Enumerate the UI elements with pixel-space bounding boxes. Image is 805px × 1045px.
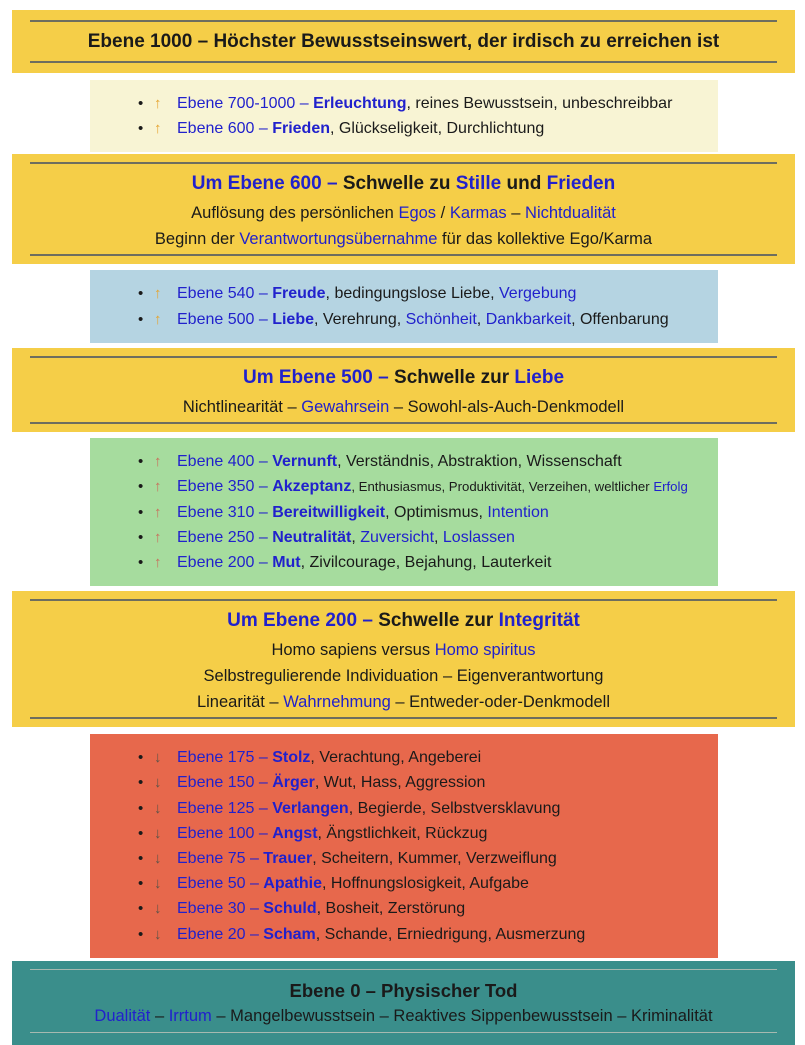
bullet-icon: • <box>138 799 144 817</box>
level-text <box>177 503 549 522</box>
level-text <box>177 94 672 113</box>
text-segment: und <box>501 173 547 195</box>
level-row <box>90 871 718 896</box>
text-segment: Verantwortungsübernahme <box>239 229 438 248</box>
text-segment: Dankbarkeit <box>485 310 572 328</box>
up-arrow-icon: ↑ <box>154 478 162 496</box>
bullet-icon: • <box>138 850 144 868</box>
bullet-icon: • <box>138 285 144 303</box>
text-segment: Apathie <box>263 875 322 893</box>
text-segment: Ebene 20 – <box>177 925 264 943</box>
section-540-500 <box>90 270 718 342</box>
text-segment: – Mangelbewusstsein – Reaktives Sippenbewusstsein – Kriminalität <box>211 1006 713 1025</box>
level-text <box>177 477 688 496</box>
text-segment: Nichtlinearität – <box>182 397 302 416</box>
level-row <box>90 525 718 550</box>
text-segment: – Entweder-oder-Denkmodell <box>390 692 611 711</box>
up-arrow-icon: ↑ <box>154 554 162 572</box>
text-segment: , Ängstlichkeit, Rückzug <box>317 824 488 842</box>
text-segment: Vernunft <box>272 453 338 471</box>
text-segment: Um Ebene 600 – <box>191 173 343 195</box>
band-ebene-0 <box>12 961 795 1045</box>
band-um-ebene-200-subline-1 <box>22 640 785 662</box>
text-segment: Schönheit <box>405 310 477 328</box>
text-segment: Linearität – <box>196 692 284 711</box>
text-segment: Frieden <box>272 119 330 137</box>
text-segment: Schwelle zur <box>394 366 515 388</box>
band-bottom-rule <box>30 61 777 63</box>
level-text <box>177 310 669 329</box>
text-segment: Homo spiritus <box>434 640 536 659</box>
bullet-icon: • <box>138 119 144 137</box>
text-segment: Ebene 125 – <box>177 799 273 817</box>
text-segment: Ebene 30 – <box>177 900 264 918</box>
text-segment: Bereitwilligkeit <box>272 503 386 521</box>
bullet-icon: • <box>138 824 144 842</box>
bullet-icon: • <box>138 749 144 767</box>
text-segment: , Zivilcourage, Bejahung, Lauterkeit <box>300 554 552 572</box>
text-segment: Ebene 1000 – Höchster Bewusstseinswert, der irdisch zu erreichen ist <box>87 31 720 52</box>
level-row <box>90 821 718 846</box>
band-top-rule <box>30 20 777 22</box>
text-segment: Vergebung <box>499 285 577 303</box>
text-segment: – Sowohl-als-Auch-Denkmodell <box>389 397 625 416</box>
text-segment: Ebene 200 – <box>177 554 273 572</box>
text-segment: , <box>476 310 486 328</box>
text-segment: Verlangen <box>272 799 349 817</box>
bullet-icon: • <box>138 900 144 918</box>
text-segment: , <box>351 528 361 546</box>
level-text <box>177 899 465 918</box>
text-segment: Akzeptanz <box>272 478 352 496</box>
band-ebene-0-subline-1 <box>22 1006 785 1028</box>
up-arrow-icon: ↑ <box>154 285 162 303</box>
level-row <box>90 281 718 306</box>
level-row <box>90 922 718 947</box>
level-row <box>90 307 718 332</box>
bullet-icon: • <box>138 554 144 572</box>
bullet-icon: • <box>138 453 144 471</box>
text-segment: Frieden <box>546 173 616 195</box>
text-segment: Angst <box>272 824 318 842</box>
text-segment: Egos <box>398 203 437 222</box>
level-text <box>177 119 544 138</box>
text-segment: , Optimismus, <box>385 503 488 521</box>
band-top-rule <box>30 162 777 164</box>
level-text <box>177 528 515 547</box>
text-segment: Nichtdualität <box>525 203 616 222</box>
section-175-20 <box>90 734 718 958</box>
up-arrow-icon: ↑ <box>154 528 162 546</box>
text-segment: Liebe <box>514 366 565 388</box>
text-segment: Wahrnehmung <box>283 692 391 711</box>
band-um-ebene-600 <box>12 154 795 264</box>
text-segment: Ebene 100 – <box>177 824 273 842</box>
text-segment: Ebene 600 – <box>177 119 273 137</box>
level-text <box>177 849 557 868</box>
text-segment: , Wut, Hass, Aggression <box>314 774 486 792</box>
level-text <box>177 284 576 303</box>
text-segment: Um Ebene 200 – <box>227 610 379 632</box>
text-segment: Karmas <box>449 203 507 222</box>
bullet-icon: • <box>138 478 144 496</box>
band-bottom-rule <box>30 1032 777 1033</box>
band-um-ebene-600-subline-2 <box>22 229 785 251</box>
text-segment: , Offenbarung <box>571 310 669 328</box>
level-row <box>90 550 718 575</box>
band-um-ebene-600-subline-1 <box>22 203 785 225</box>
text-segment: Intention <box>487 503 549 521</box>
text-segment: Ebene 700-1000 – <box>177 94 314 112</box>
text-segment: Irrtum <box>168 1006 212 1025</box>
up-arrow-icon: ↑ <box>154 310 162 328</box>
text-segment: , Bosheit, Zerstörung <box>316 900 466 918</box>
down-arrow-icon: ↓ <box>154 875 162 893</box>
text-segment: / <box>436 203 450 222</box>
level-row <box>90 745 718 770</box>
text-segment: für das kollektive Ego/Karma <box>437 229 653 248</box>
text-segment: Ebene 150 – <box>177 774 273 792</box>
band-um-ebene-500-title <box>22 366 785 390</box>
text-segment: Ebene 310 – <box>177 503 273 521</box>
text-segment: Integrität <box>498 610 580 632</box>
text-segment: , Enthusiasmus, Produktivität, Verzeihen, weltlicher <box>351 479 654 495</box>
band-um-ebene-200-subline-3 <box>22 692 785 714</box>
band-top-rule <box>30 599 777 601</box>
level-row <box>90 91 718 116</box>
band-ebene-0-title <box>22 979 785 1002</box>
text-segment: Selbstregulierende Individuation – Eigenverantwortung <box>203 666 604 685</box>
up-arrow-icon: ↑ <box>154 503 162 521</box>
text-segment: , Scheitern, Kummer, Verzweiflung <box>312 850 557 868</box>
band-top-rule <box>30 356 777 358</box>
text-segment: Ebene 0 – <box>289 979 382 1001</box>
text-segment: Schwelle zur <box>378 610 499 632</box>
text-segment: Erleuchtung <box>313 94 407 112</box>
bullet-icon: • <box>138 774 144 792</box>
text-segment: Ebene 250 – <box>177 528 273 546</box>
down-arrow-icon: ↓ <box>154 749 162 767</box>
down-arrow-icon: ↓ <box>154 799 162 817</box>
band-um-ebene-200 <box>12 591 795 727</box>
band-bottom-rule <box>30 422 777 424</box>
text-segment: Um Ebene 500 – <box>242 366 395 388</box>
text-segment: Dualität <box>94 1006 151 1025</box>
text-segment: Neutralität <box>272 528 352 546</box>
bullet-icon: • <box>138 875 144 893</box>
level-text <box>177 553 551 572</box>
level-row <box>90 796 718 821</box>
down-arrow-icon: ↓ <box>154 824 162 842</box>
level-text <box>177 799 560 818</box>
level-row <box>90 896 718 921</box>
text-segment: Freude <box>272 285 326 303</box>
text-segment: , Verachtung, Angeberei <box>310 749 482 767</box>
text-segment: , bedingungslose Liebe, <box>325 285 500 303</box>
band-bottom-rule <box>30 254 777 256</box>
text-segment: Ebene 540 – <box>177 285 273 303</box>
level-row <box>90 474 718 499</box>
band-um-ebene-500-subline-1 <box>22 397 785 419</box>
text-segment: Ebene 50 – <box>177 875 264 893</box>
text-segment: Gewahrsein <box>301 397 390 416</box>
text-segment: Zuversicht <box>360 528 435 546</box>
bullet-icon: • <box>138 94 144 112</box>
text-segment: Ebene 400 – <box>177 453 273 471</box>
level-text <box>177 773 485 792</box>
text-segment: Stolz <box>272 749 311 767</box>
text-segment: Ebene 175 – <box>177 749 273 767</box>
section-700-1000 <box>90 80 718 152</box>
text-segment: Trauer <box>263 850 313 868</box>
band-um-ebene-600-title <box>22 172 785 196</box>
level-text <box>177 748 481 767</box>
text-segment: Beginn der <box>154 229 240 248</box>
bullet-icon: • <box>138 925 144 943</box>
text-segment: Physischer Tod <box>381 979 518 1001</box>
text-segment: Mut <box>272 554 301 572</box>
bullet-icon: • <box>138 310 144 328</box>
text-segment: , <box>434 528 443 546</box>
text-segment: Ebene 500 – <box>177 310 273 328</box>
text-segment: , reines Bewusstsein, unbeschreibbar <box>406 94 673 112</box>
text-segment: , Verehrung, <box>314 310 406 328</box>
text-segment: Loslassen <box>442 528 515 546</box>
text-segment: , Verständnis, Abstraktion, Wissenschaft <box>337 453 622 471</box>
up-arrow-icon: ↑ <box>154 119 162 137</box>
text-segment: Ärger <box>272 774 315 792</box>
level-row <box>90 449 718 474</box>
band-um-ebene-500 <box>12 348 795 433</box>
text-segment: Homo sapiens versus <box>271 640 435 659</box>
down-arrow-icon: ↓ <box>154 774 162 792</box>
level-row <box>90 116 718 141</box>
bullet-icon: • <box>138 503 144 521</box>
band-um-ebene-200-title <box>22 609 785 633</box>
level-row <box>90 770 718 795</box>
band-um-ebene-200-subline-2 <box>22 666 785 688</box>
level-text <box>177 824 487 843</box>
text-segment: Scham <box>263 925 316 943</box>
band-bottom-rule <box>30 717 777 719</box>
text-segment: – <box>506 203 526 222</box>
band-ebene-1000-title <box>22 30 785 54</box>
level-row <box>90 846 718 871</box>
down-arrow-icon: ↓ <box>154 850 162 868</box>
consciousness-levels-diagram <box>0 10 805 1045</box>
up-arrow-icon: ↑ <box>154 94 162 112</box>
bullet-icon: • <box>138 528 144 546</box>
down-arrow-icon: ↓ <box>154 925 162 943</box>
level-text <box>177 874 529 893</box>
section-400-200 <box>90 438 718 586</box>
text-segment: Ebene 75 – <box>177 850 264 868</box>
level-text <box>177 925 585 944</box>
text-segment: , Schande, Erniedrigung, Ausmerzung <box>315 925 586 943</box>
text-segment: Schuld <box>263 900 317 918</box>
level-text <box>177 452 622 471</box>
text-segment: , Begierde, Selbstversklavung <box>348 799 561 817</box>
text-segment: Erfolg <box>653 479 688 495</box>
text-segment: Ebene 350 – <box>177 478 273 496</box>
text-segment: Auflösung des persönlichen <box>191 203 399 222</box>
text-segment: – <box>150 1006 169 1025</box>
up-arrow-icon: ↑ <box>154 453 162 471</box>
text-segment: Schwelle zu <box>342 173 456 195</box>
down-arrow-icon: ↓ <box>154 900 162 918</box>
band-ebene-1000 <box>12 10 795 73</box>
text-segment: , Hoffnungslosigkeit, Aufgabe <box>321 875 529 893</box>
text-segment: Liebe <box>272 310 314 328</box>
band-top-rule <box>30 969 777 970</box>
text-segment: Stille <box>455 173 502 195</box>
level-row <box>90 500 718 525</box>
text-segment: , Glückseligkeit, Durchlichtung <box>330 119 545 137</box>
